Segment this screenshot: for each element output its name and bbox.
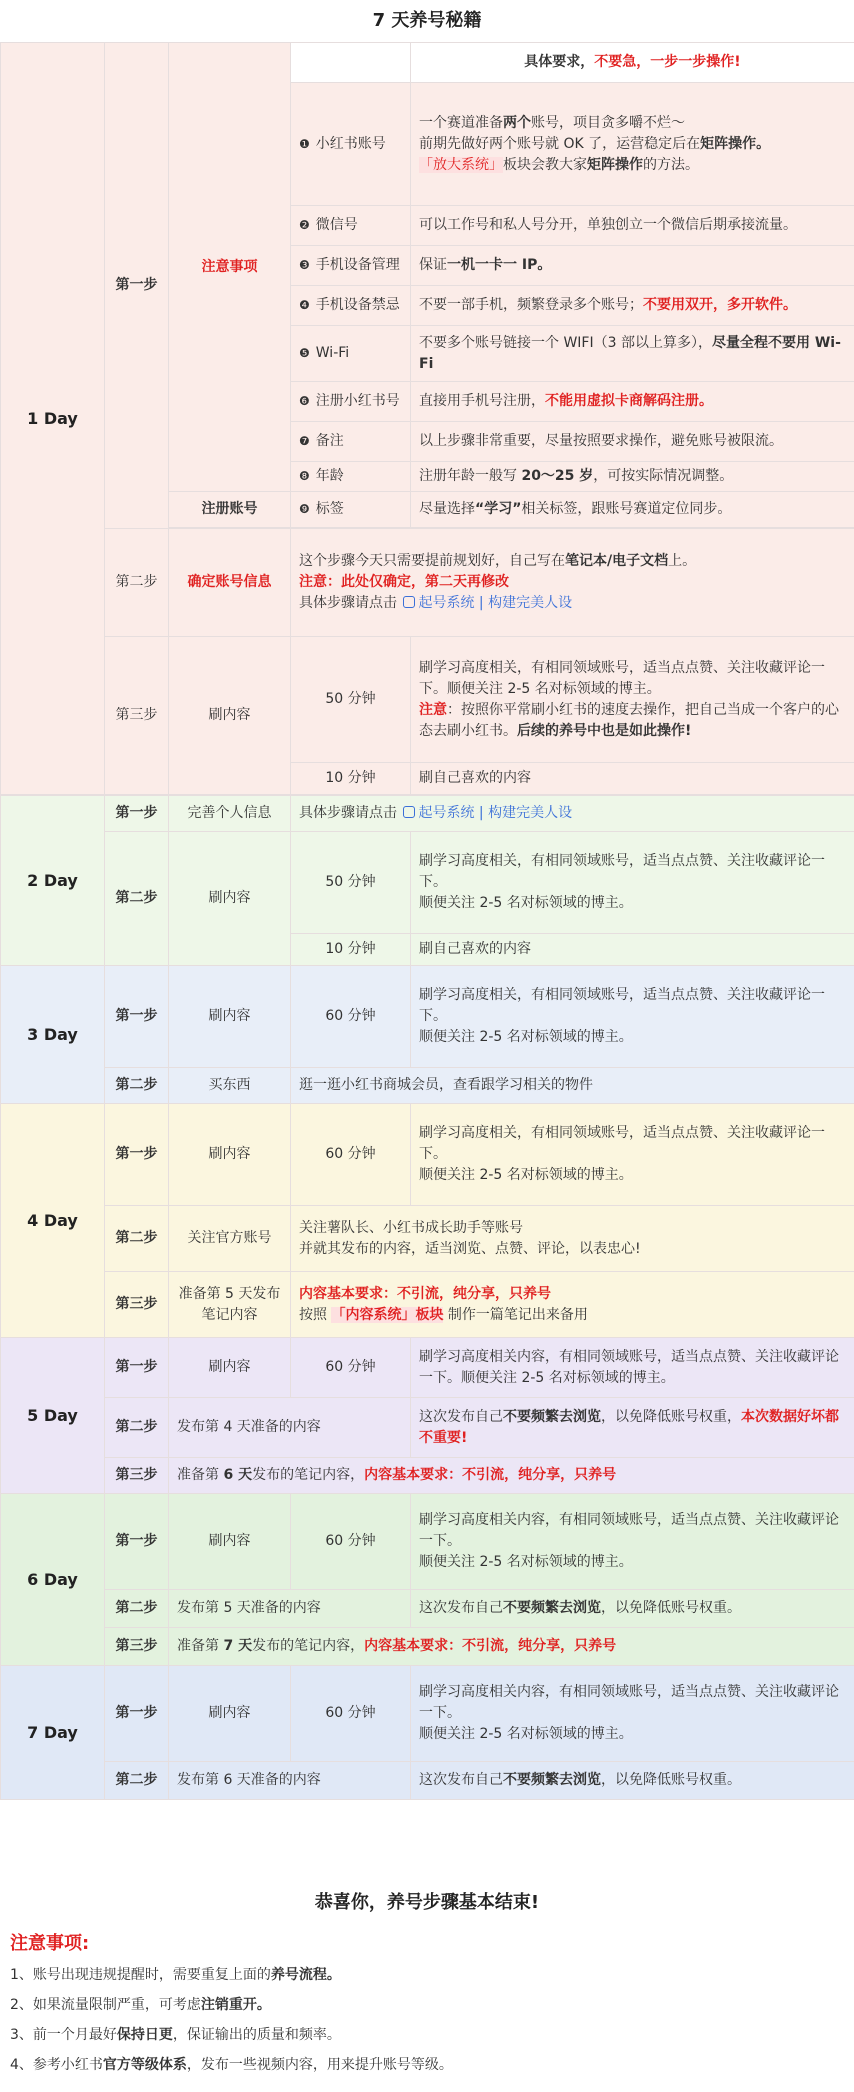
duration: 10 分钟 — [291, 763, 411, 795]
step-detail: 逛一逛小红书商城会员，查看跟学习相关的物件 — [291, 1068, 854, 1104]
item-detail: 注册年龄一般写 20～25 岁，可按实际情况调整。 — [411, 462, 854, 492]
step-detail: 准备第 6 天发布的笔记内容，内容基本要求：不引流，纯分享，只养号 — [169, 1458, 854, 1494]
step-detail: 刷学习高度相关，有相同领域账号，适当点点赞、关注收藏评论一下。顺便关注 2-5 名对标领域的博主。 注意：按照你平常刷小红书的速度去操作，把自己当成一个客户的心态去刷小红书。后续的养号中也是如此操作! — [411, 637, 854, 763]
category-label: 发布第 6 天准备的内容 — [169, 1762, 411, 1800]
category-label: 完善个人信息 — [169, 796, 291, 832]
category-label: 关注官方账号 — [169, 1206, 291, 1272]
step-label: 第二步 — [105, 1206, 169, 1272]
link-setup[interactable]: 起号系统 — [418, 805, 475, 821]
item-detail: 保证一机一卡一 IP。 — [411, 246, 854, 286]
link-persona[interactable]: 构建完美人设 — [488, 805, 573, 821]
item-tags: ❾ 标签 — [291, 492, 411, 528]
link-icon — [403, 596, 415, 608]
day-label: 7 Day — [1, 1666, 105, 1800]
step-label: 第一步 — [105, 796, 169, 832]
step-detail: 这次发布自己不要频繁去浏览，以免降低账号权重。 — [411, 1762, 854, 1800]
step-label: 第二步 — [105, 1590, 169, 1628]
item-detail: 尽量选择“学习”相关标签，跟账号赛道定位同步。 — [411, 492, 854, 528]
step-label: 第一步 — [105, 1494, 169, 1590]
step-label: 第二步 — [105, 1068, 169, 1104]
link-persona[interactable]: 构建完美人设 — [488, 595, 573, 611]
category-label: 确定账号信息 — [169, 529, 291, 637]
step-detail: 刷自己喜欢的内容 — [411, 763, 854, 795]
note-item: 4、参考小红书官方等级体系，发布一些视频内容，用来提升账号等级。 — [10, 2057, 453, 2073]
item-device: ❸ 手机设备管理 — [291, 246, 411, 286]
item-xhs-account: ❶ 小红书账号 — [291, 83, 411, 206]
step-label: 第二步 — [105, 1762, 169, 1800]
category-label: 刷内容 — [169, 966, 291, 1068]
duration: 50 分钟 — [291, 832, 411, 934]
step-label: 第一步 — [105, 1338, 169, 1398]
day-label: 6 Day — [1, 1494, 105, 1666]
step-detail: 刷学习高度相关，有相同领域账号，适当点点赞、关注收藏评论一下。 顺便关注 2-5 名对标领域的博主。 — [411, 1104, 854, 1206]
duration: 60 分钟 — [291, 1338, 411, 1398]
step-label: 第三步 — [105, 637, 169, 795]
step-detail: 准备第 7 天发布的笔记内容，内容基本要求：不引流，纯分享，只养号 — [169, 1628, 854, 1666]
notes-section — [0, 1928, 854, 2080]
day-label: 4 Day — [1, 1104, 105, 1338]
step-detail: 刷学习高度相关内容，有相同领域账号，适当点点赞、关注收藏评论一下。顺便关注 2-5 名对标领域的博主。 — [411, 1338, 854, 1398]
day-label: 2 Day — [1, 796, 105, 966]
note-item: 2、如果流量限制严重，可考虑注销重开。 — [10, 1997, 271, 2013]
notes-heading: 注意事项: — [10, 1933, 90, 1954]
item-detail: 不要多个账号链接一个 WIFI（3 部以上算多），尽量全程不要用 Wi-Fi — [411, 326, 854, 382]
step-detail: 内容基本要求：不引流，纯分享，只养号 按照 「内容系统」板块 制作一篇笔记出来备用 — [291, 1272, 854, 1338]
item-register: ❻ 注册小红书号 — [291, 382, 411, 422]
item-device-ban: ❹ 手机设备禁忌 — [291, 286, 411, 326]
category-label: 注册账号 — [169, 492, 291, 528]
category-label: 准备第 5 天发布笔记内容 — [169, 1272, 291, 1338]
item-detail: 不要一部手机，频繁登录多个账号；不要用双开，多开软件。 — [411, 286, 854, 326]
duration: 60 分钟 — [291, 966, 411, 1068]
item-detail: 直接用手机号注册，不能用虚拟卡商解码注册。 — [411, 382, 854, 422]
category-label: 刷内容 — [169, 1666, 291, 1762]
category-label: 发布第 4 天准备的内容 — [169, 1398, 411, 1458]
item-wechat: ❷ 微信号 — [291, 206, 411, 246]
note-item: 1、账号出现违规提醒时，需要重复上面的养号流程。 — [10, 1967, 341, 1983]
day-label: 3 Day — [1, 966, 105, 1104]
duration: 60 分钟 — [291, 1494, 411, 1590]
note-item: 3、前一个月最好保持日更，保证输出的质量和频率。 — [10, 2027, 341, 2043]
category-label: 刷内容 — [169, 1494, 291, 1590]
item-detail: 可以工作号和私人号分开，单独创立一个微信后期承接流量。 — [411, 206, 854, 246]
item-age: ❽ 年龄 — [291, 462, 411, 492]
step-detail: 刷学习高度相关，有相同领域账号，适当点点赞、关注收藏评论一下。 顺便关注 2-5 名对标领域的博主。 — [411, 966, 854, 1068]
category-label: 发布第 5 天准备的内容 — [169, 1590, 411, 1628]
category-label: 买东西 — [169, 1068, 291, 1104]
link-setup[interactable]: 起号系统 — [418, 595, 475, 611]
step-label: 第二步 — [105, 832, 169, 966]
step-detail: 这次发布自己不要频繁去浏览，以免降低账号权重。 — [411, 1590, 854, 1628]
step-detail: 这个步骤今天只需要提前规划好，自己写在笔记本/电子文档上。 注意：此处仅确定，第二天再修改 具体步骤请点击 起号系统 | 构建完美人设 — [291, 529, 854, 637]
step-detail: 刷学习高度相关内容，有相同领域账号，适当点点赞、关注收藏评论一下。 顺便关注 2-5 名对标领域的博主。 — [411, 1666, 854, 1762]
step-label: 第二步 — [105, 1398, 169, 1458]
step-label: 第一步 — [105, 1666, 169, 1762]
category-label: 注意事项 — [169, 43, 291, 492]
step-label: 第一步 — [105, 966, 169, 1068]
category-label: 刷内容 — [169, 1338, 291, 1398]
step-detail: 刷学习高度相关内容，有相同领域账号，适当点点赞、关注收藏评论一下。 顺便关注 2-5 名对标领域的博主。 — [411, 1494, 854, 1590]
item-wifi: ❺ Wi-Fi — [291, 326, 411, 382]
step-label: 第一步 — [105, 1104, 169, 1206]
step-label: 第二步 — [105, 529, 169, 637]
step-detail: 刷学习高度相关，有相同领域账号，适当点点赞、关注收藏评论一下。 顺便关注 2-5 名对标领域的博主。 — [411, 832, 854, 934]
link-icon — [403, 806, 415, 818]
day-label: 5 Day — [1, 1338, 105, 1494]
schedule-table — [0, 42, 854, 1800]
requirement-header: 具体要求，不要急，一步一步操作! — [411, 43, 854, 83]
step-detail: 具体步骤请点击 起号系统 | 构建完美人设 — [291, 796, 854, 832]
step-detail: 关注薯队长、小红书成长助手等账号 并就其发布的内容，适当浏览、点赞、评论，以表忠心! — [291, 1206, 854, 1272]
duration: 50 分钟 — [291, 637, 411, 763]
duration: 60 分钟 — [291, 1104, 411, 1206]
category-label: 刷内容 — [169, 1104, 291, 1206]
item-detail: 以上步骤非常重要，尽量按照要求操作，避免账号被限流。 — [411, 422, 854, 462]
step-detail: 这次发布自己不要频繁去浏览，以免降低账号权重，本次数据好坏都不重要! — [411, 1398, 854, 1458]
item-detail: 一个赛道准备两个账号，项目贪多嚼不烂～ 前期先做好两个账号就 OK 了，运营稳定后在矩阵操作。 「放大系统」板块会教大家矩阵操作的方法。 — [411, 83, 854, 206]
step-label: 第一步 — [105, 43, 169, 529]
step-label: 第三步 — [105, 1458, 169, 1494]
step-label: 第三步 — [105, 1272, 169, 1338]
duration: 60 分钟 — [291, 1666, 411, 1762]
category-label: 刷内容 — [169, 832, 291, 966]
item-remark: ❼ 备注 — [291, 422, 411, 462]
category-label: 刷内容 — [169, 637, 291, 795]
step-detail: 刷自己喜欢的内容 — [411, 934, 854, 966]
congrats-banner: 恭喜你，养号步骤基本结束! — [0, 1880, 854, 1926]
duration: 10 分钟 — [291, 934, 411, 966]
step-label: 第三步 — [105, 1628, 169, 1666]
day-label: 1 Day — [1, 43, 105, 795]
page-title: 7 天养号秘籍 — [0, 0, 854, 42]
